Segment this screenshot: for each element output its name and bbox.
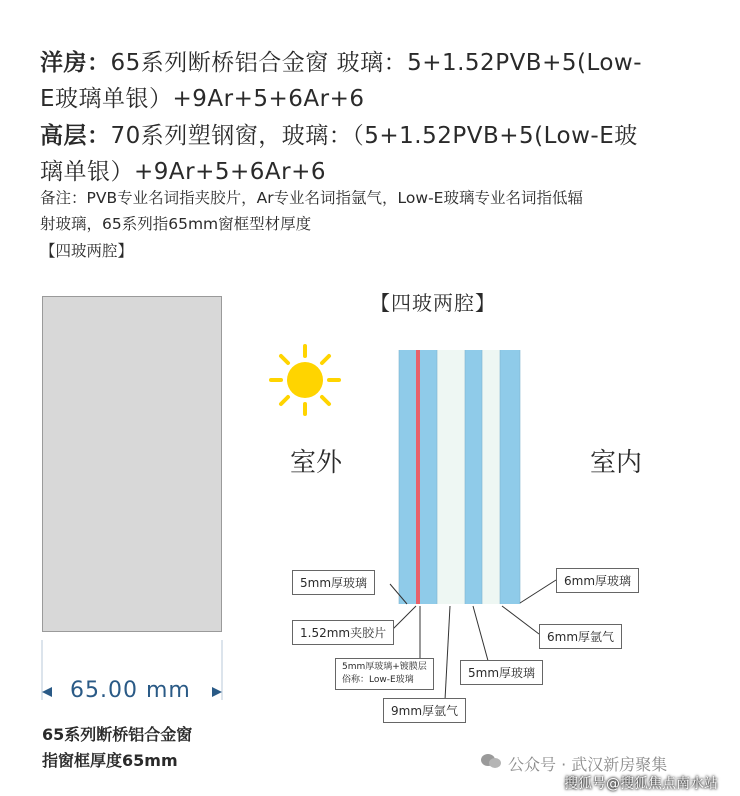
- argon-9mm: [437, 350, 465, 604]
- sun-icon: [271, 346, 339, 414]
- diagram-title: 【四玻两腔】: [370, 291, 496, 315]
- label-pvb: 1.52mm夹胶片: [292, 620, 394, 645]
- header-line-2: E玻璃单银）+9Ar+5+6Ar+6: [40, 86, 365, 112]
- label-glass-5mm-outer: 5mm厚玻璃: [292, 570, 375, 595]
- watermark-account: 公众号 · 武汉新房聚集: [508, 755, 668, 774]
- highrise-spec: 70系列塑钢窗，玻璃：（5+1.52PVB+5(Low-E玻: [110, 123, 638, 149]
- label-argon-9mm: 9mm厚氩气: [383, 698, 466, 723]
- note-line-3: 【四玻两腔】: [40, 242, 134, 260]
- glass-6mm-inner: [500, 350, 520, 604]
- label-argon-6mm: 6mm厚氩气: [539, 624, 622, 649]
- note-line-2: 射玻璃，65系列指65mm窗框型材厚度: [40, 215, 312, 233]
- inside-label: 室内: [590, 448, 643, 478]
- watermark-source: 搜狐号@搜狐焦点南水站: [564, 776, 718, 792]
- villa-label: 洋房：: [40, 50, 111, 76]
- wechat-icon: [480, 753, 502, 769]
- label-lowe-line-2: 俗称：Low-E玻璃: [342, 675, 414, 685]
- pvb-layer: [416, 350, 420, 604]
- glass-lowe: [420, 350, 437, 604]
- outside-label: 室外: [290, 448, 343, 478]
- glass-5mm-mid: [465, 350, 482, 604]
- header-line-4: 璃单银）+9Ar+5+6Ar+6: [40, 159, 326, 185]
- glass-5mm-outer: [399, 350, 416, 604]
- note-line-1: 备注：PVB专业名词指夹胶片，Ar专业名词指氩气，Low-E玻璃专业名词指低辐: [40, 189, 583, 207]
- frame-caption-1: 65系列断桥铝合金窗: [42, 725, 193, 744]
- argon-6mm: [482, 350, 500, 604]
- label-lowe-glass: [335, 658, 434, 690]
- label-lowe-line-1: 5mm厚玻璃+镀膜层: [342, 662, 427, 672]
- label-glass-6mm: 6mm厚玻璃: [556, 568, 639, 593]
- highrise-label: 高层：: [40, 123, 111, 149]
- villa-spec: 65系列断桥铝合金窗 玻璃：5+1.52PVB+5(Low-: [110, 50, 643, 76]
- frame-dimension: 65.00 mm: [70, 678, 191, 703]
- frame-caption-2: 指窗框厚度65mm: [42, 751, 178, 770]
- label-glass-5mm-mid: 5mm厚玻璃: [460, 660, 543, 685]
